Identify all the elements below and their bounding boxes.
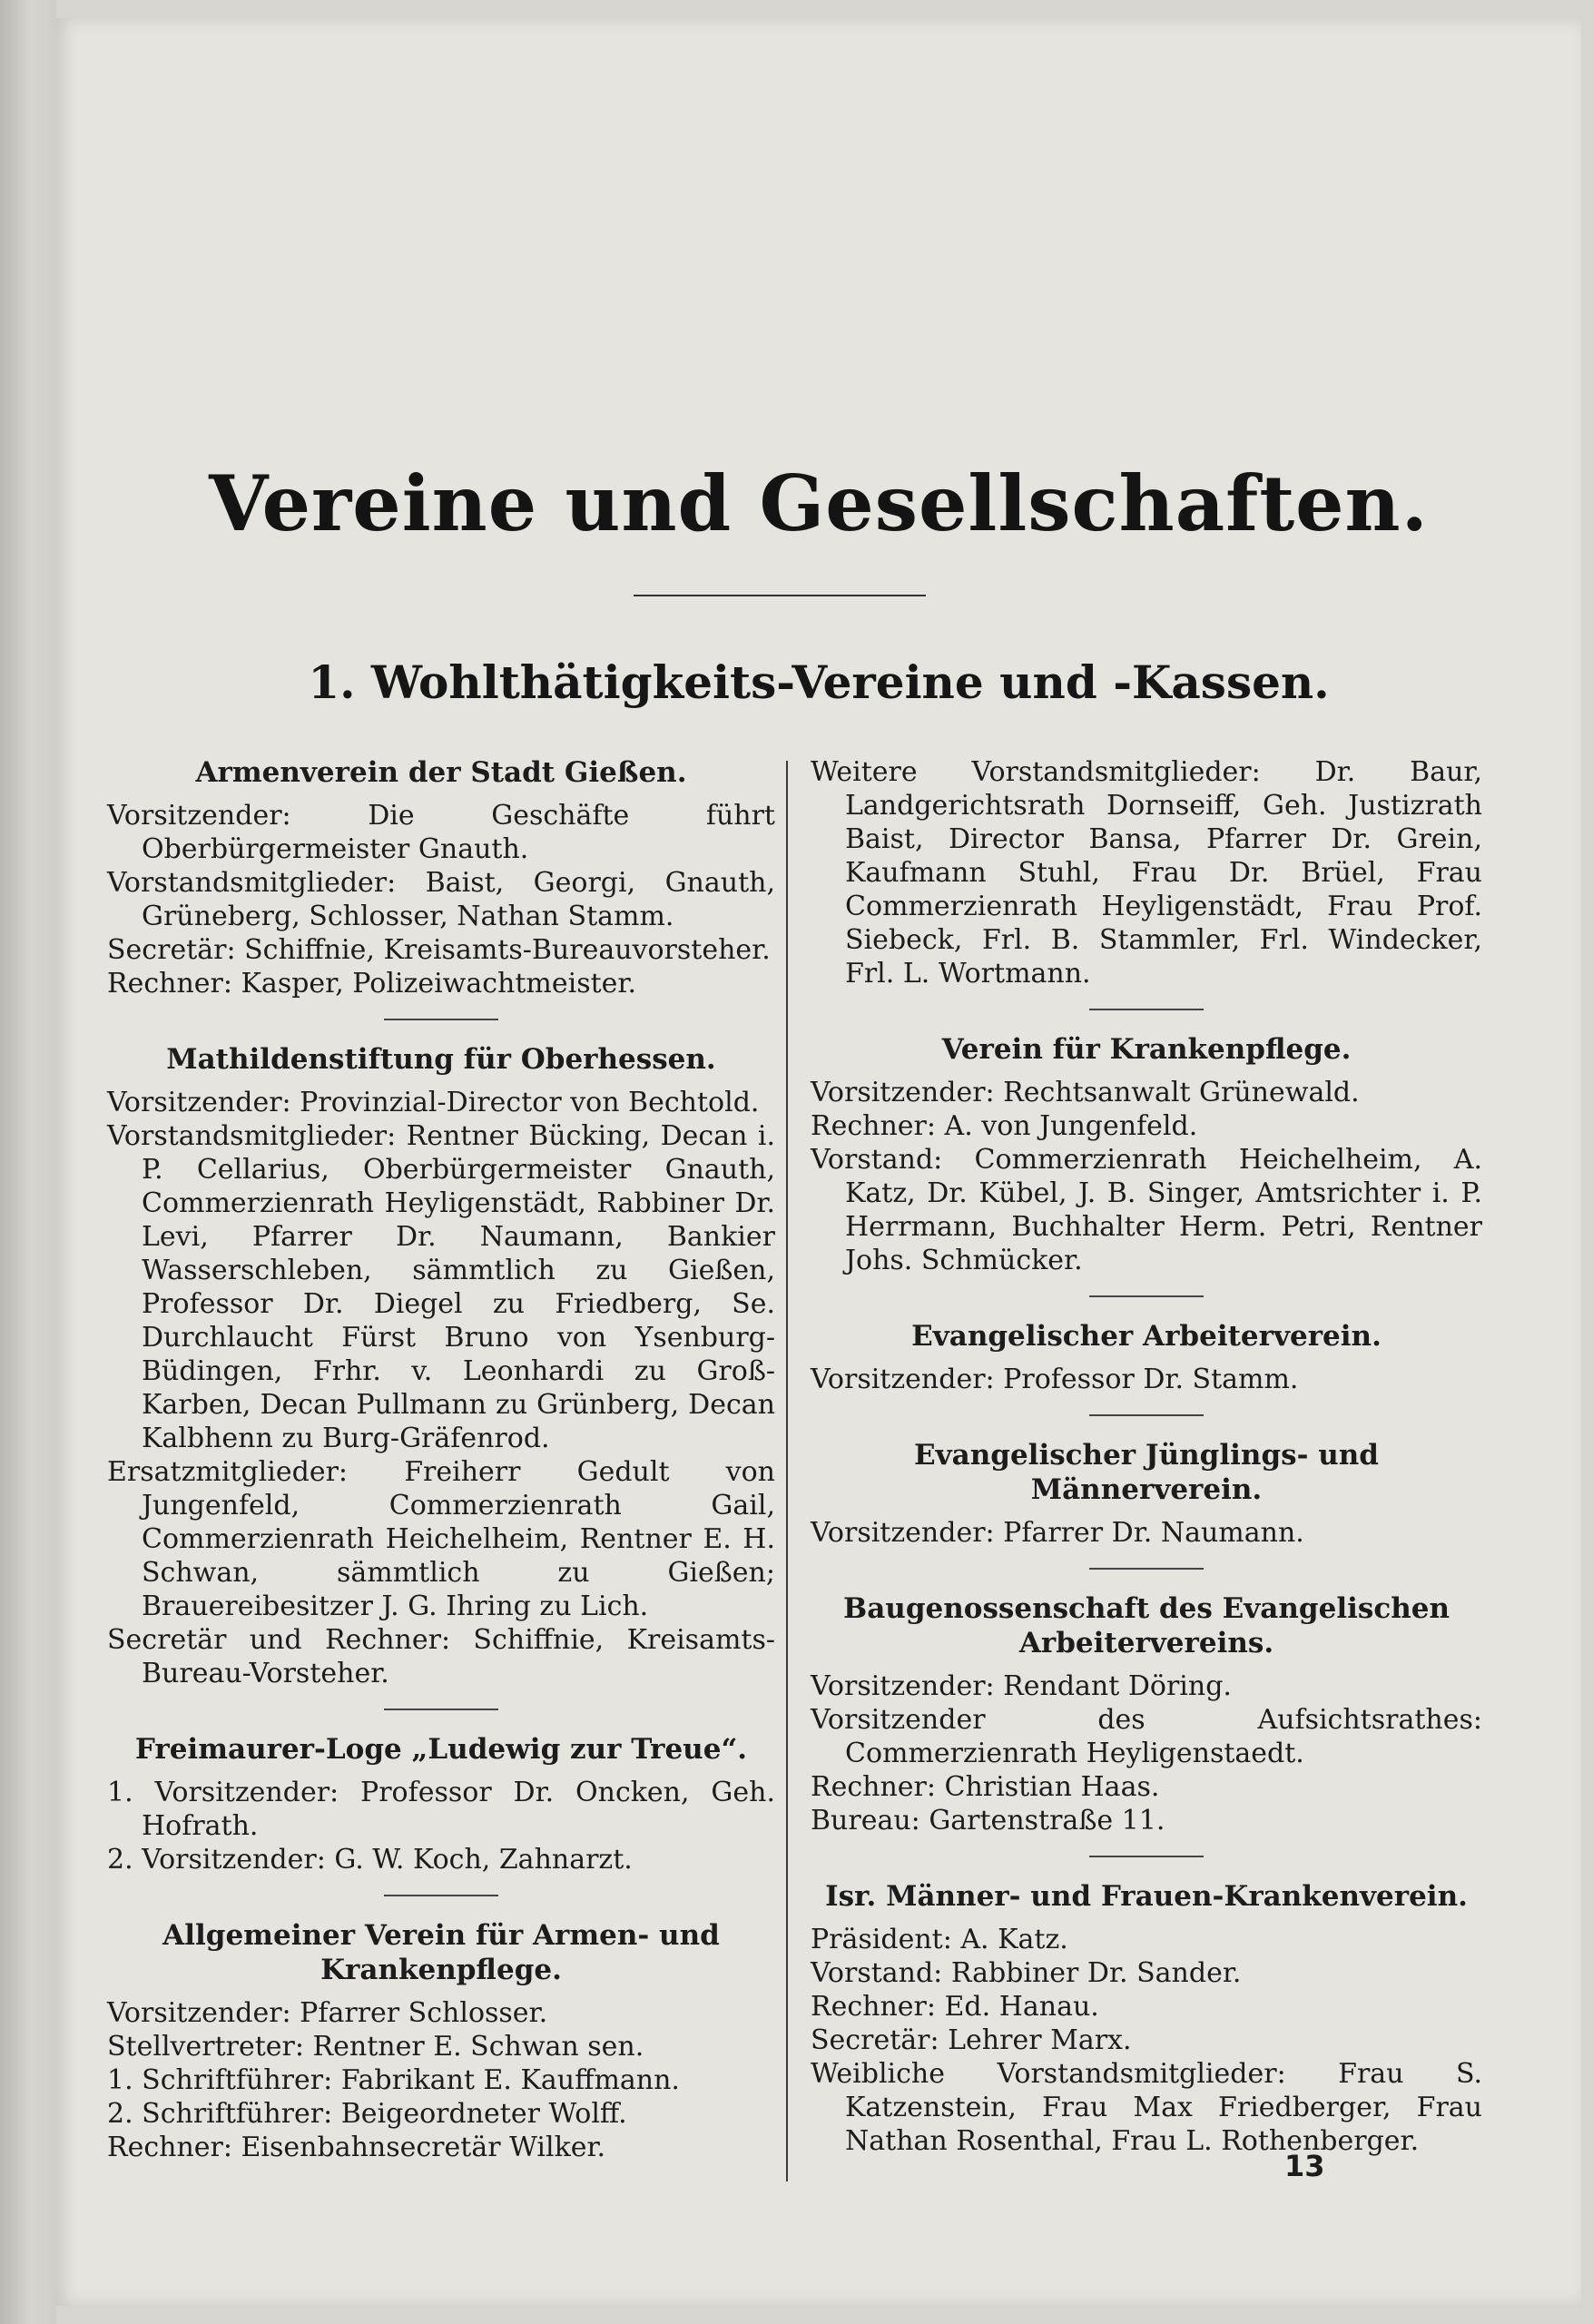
org-title: Evangelischer Jünglings- und Männerverein. [914, 1439, 1379, 1506]
org-entry: Präsident: A. Katz. [811, 1924, 1068, 1955]
org-entry: Vorsitzender: Professor Dr. Stamm. [811, 1364, 1299, 1395]
org-entry: 2. Vorsitzender: G. W. Koch, Zahnarzt. [107, 1844, 633, 1876]
org-entry: 2. Schriftführer: Beigeordneter Wolff. [107, 2098, 627, 2130]
org-entry: 1. Schriftführer: Fabrikant E. Kauffmann. [107, 2064, 680, 2096]
org-entry: Rechner: A. von Jungenfeld. [811, 1110, 1198, 1142]
org-entry: Weitere Vorstandsmitglieder: Dr. Baur, Landgerichtsrath Dornseiff, Geh. Justizrath Baist, Director Bansa, Pfarrer Dr. Grein, Kaufmann Stuhl, Frau Dr. Brüel, Frau Commerzienrath Heyligenstädt, Frau Prof. Siebeck, Frl. B. Stammler, Frl. Windecker, Frl. L. Wortmann. [811, 756, 1482, 990]
org-entry: Secretär: Schiffnie, Kreisamts-Bureauvorsteher. [107, 934, 771, 966]
org-entry: Rechner: Ed. Hanau. [811, 1991, 1099, 2023]
title-rule [634, 595, 926, 596]
org-juenglingsverein [811, 1438, 1482, 1550]
org-separator [384, 1895, 498, 1896]
org-entry: Secretär: Lehrer Marx. [811, 2024, 1132, 2056]
org-entry: Weibliche Vorstandsmitglieder: Frau S. Katzenstein, Frau Max Friedberger, Frau Nathan Rosenthal, Frau L. Rothenberger. [811, 2058, 1482, 2157]
org-entry: 1. Vorsitzender: Professor Dr. Oncken, Geh. Hofrath. [107, 1777, 775, 1842]
org-entry: Vorsitzender: Provinzial-Director von Bechtold. [107, 1087, 760, 1118]
org-title: Armenverein der Stadt Gießen. [195, 756, 687, 789]
org-separator [1089, 1856, 1204, 1857]
org-entry: Rechner: Eisenbahnsecretär Wilker. [107, 2132, 606, 2163]
org-title: Allgemeiner Verein für Armen- und Krankenpflege. [162, 1919, 720, 1986]
org-separator [384, 1709, 498, 1710]
org-title: Isr. Männer- und Frauen-Krankenverein. [825, 1880, 1468, 1913]
column-divider [786, 761, 788, 2181]
org-krankenpflege [811, 1032, 1482, 1277]
org-separator [1089, 1414, 1204, 1416]
org-allgemeiner-verein [107, 1918, 775, 2164]
org-separator [1089, 1568, 1204, 1570]
org-continuation [811, 755, 1482, 990]
org-entry: Stellvertreter: Rentner E. Schwan sen. [107, 2031, 644, 2063]
org-entry: Rechner: Christian Haas. [811, 1771, 1160, 1803]
left-column [107, 755, 775, 2182]
org-title: Mathildenstiftung für Oberhessen. [166, 1043, 716, 1076]
org-separator [384, 1019, 498, 1020]
org-title: Freimaurer-Loge „Ludewig zur Treue“. [134, 1733, 748, 1766]
org-mathildenstiftung [107, 1042, 775, 1690]
org-entry: Vorstandsmitglieder: Rentner Bücking, Decan i. P. Cellarius, Oberbürgermeister Gnauth, Commerzienrath Heyligenstädt, Rabbiner Dr. Levi, Pfarrer Dr. Naumann, Bankier Wasserschleben, sämmtlich zu Gießen, Professor Dr. Diegel zu Friedberg, Se. Durchlaucht Fürst Bruno von Ysenburg-Büdingen, Frhr. v. Leonhardi zu Groß-Karben, Decan Pullmann zu Grünberg, Decan Kalbhenn zu Burg-Gräfenrod. [107, 1120, 775, 1454]
page-title: Vereine und Gesellschaften. [209, 458, 1429, 548]
org-entry: Vorsitzender des Aufsichtsrathes: Commerzienrath Heyligenstaedt. [811, 1704, 1482, 1769]
org-entry: Vorstand: Rabbiner Dr. Sander. [811, 1957, 1242, 1989]
org-entry: Vorsitzender: Pfarrer Dr. Naumann. [811, 1517, 1304, 1549]
org-separator [1089, 1009, 1204, 1010]
right-column [811, 755, 1482, 2176]
org-armenverein [107, 755, 775, 1000]
org-freimaurer-loge [107, 1732, 775, 1876]
org-entry: Vorsitzender: Die Geschäfte führt Oberbürgermeister Gnauth. [107, 800, 775, 865]
org-entry: Ersatzmitglieder: Freiherr Gedult von Jungenfeld, Commerzienrath Gail, Commerzienrath Heichelheim, Rentner E. H. Schwan, sämmtlich zu Gießen; Brauereibesitzer J. G. Ihring zu Lich. [107, 1456, 775, 1622]
org-baugenossenschaft [811, 1591, 1482, 1837]
org-entry: Vorstandsmitglieder: Baist, Georgi, Gnauth, Grüneberg, Schlosser, Nathan Stamm. [107, 867, 775, 932]
org-title: Evangelischer Arbeiterverein. [911, 1320, 1382, 1353]
org-isr-krankenverein [811, 1879, 1482, 2158]
org-entry: Vorsitzender: Rendant Döring. [811, 1670, 1232, 1702]
org-title: Verein für Krankenpflege. [941, 1033, 1352, 1066]
org-entry: Vorstand: Commerzienrath Heichelheim, A. Katz, Dr. Kübel, J. B. Singer, Amtsrichter i. P. Herrmann, Buchhalter Herm. Petri, Rentner Johs. Schmücker. [811, 1144, 1482, 1276]
org-entry: Rechner: Kasper, Polizeiwachtmeister. [107, 968, 636, 1000]
org-separator [1089, 1295, 1204, 1297]
org-title: Baugenossenschaft des Evangelischen Arbeitervereins. [843, 1592, 1450, 1659]
section-heading: 1. Wohlthätigkeits-Vereine und -Kassen. [308, 655, 1330, 709]
org-entry: Vorsitzender: Pfarrer Schlosser. [107, 1997, 548, 2029]
org-entry: Bureau: Gartenstraße 11. [811, 1805, 1165, 1837]
org-ev-arbeiterverein [811, 1319, 1482, 1396]
page-number: 13 [1284, 2149, 1325, 2183]
book-gutter-shadow [0, 0, 56, 2324]
org-entry: Vorsitzender: Rechtsanwalt Grünewald. [811, 1077, 1360, 1108]
org-entry: Secretär und Rechner: Schiffnie, Kreisamts-Bureau-Vorsteher. [107, 1624, 775, 1689]
